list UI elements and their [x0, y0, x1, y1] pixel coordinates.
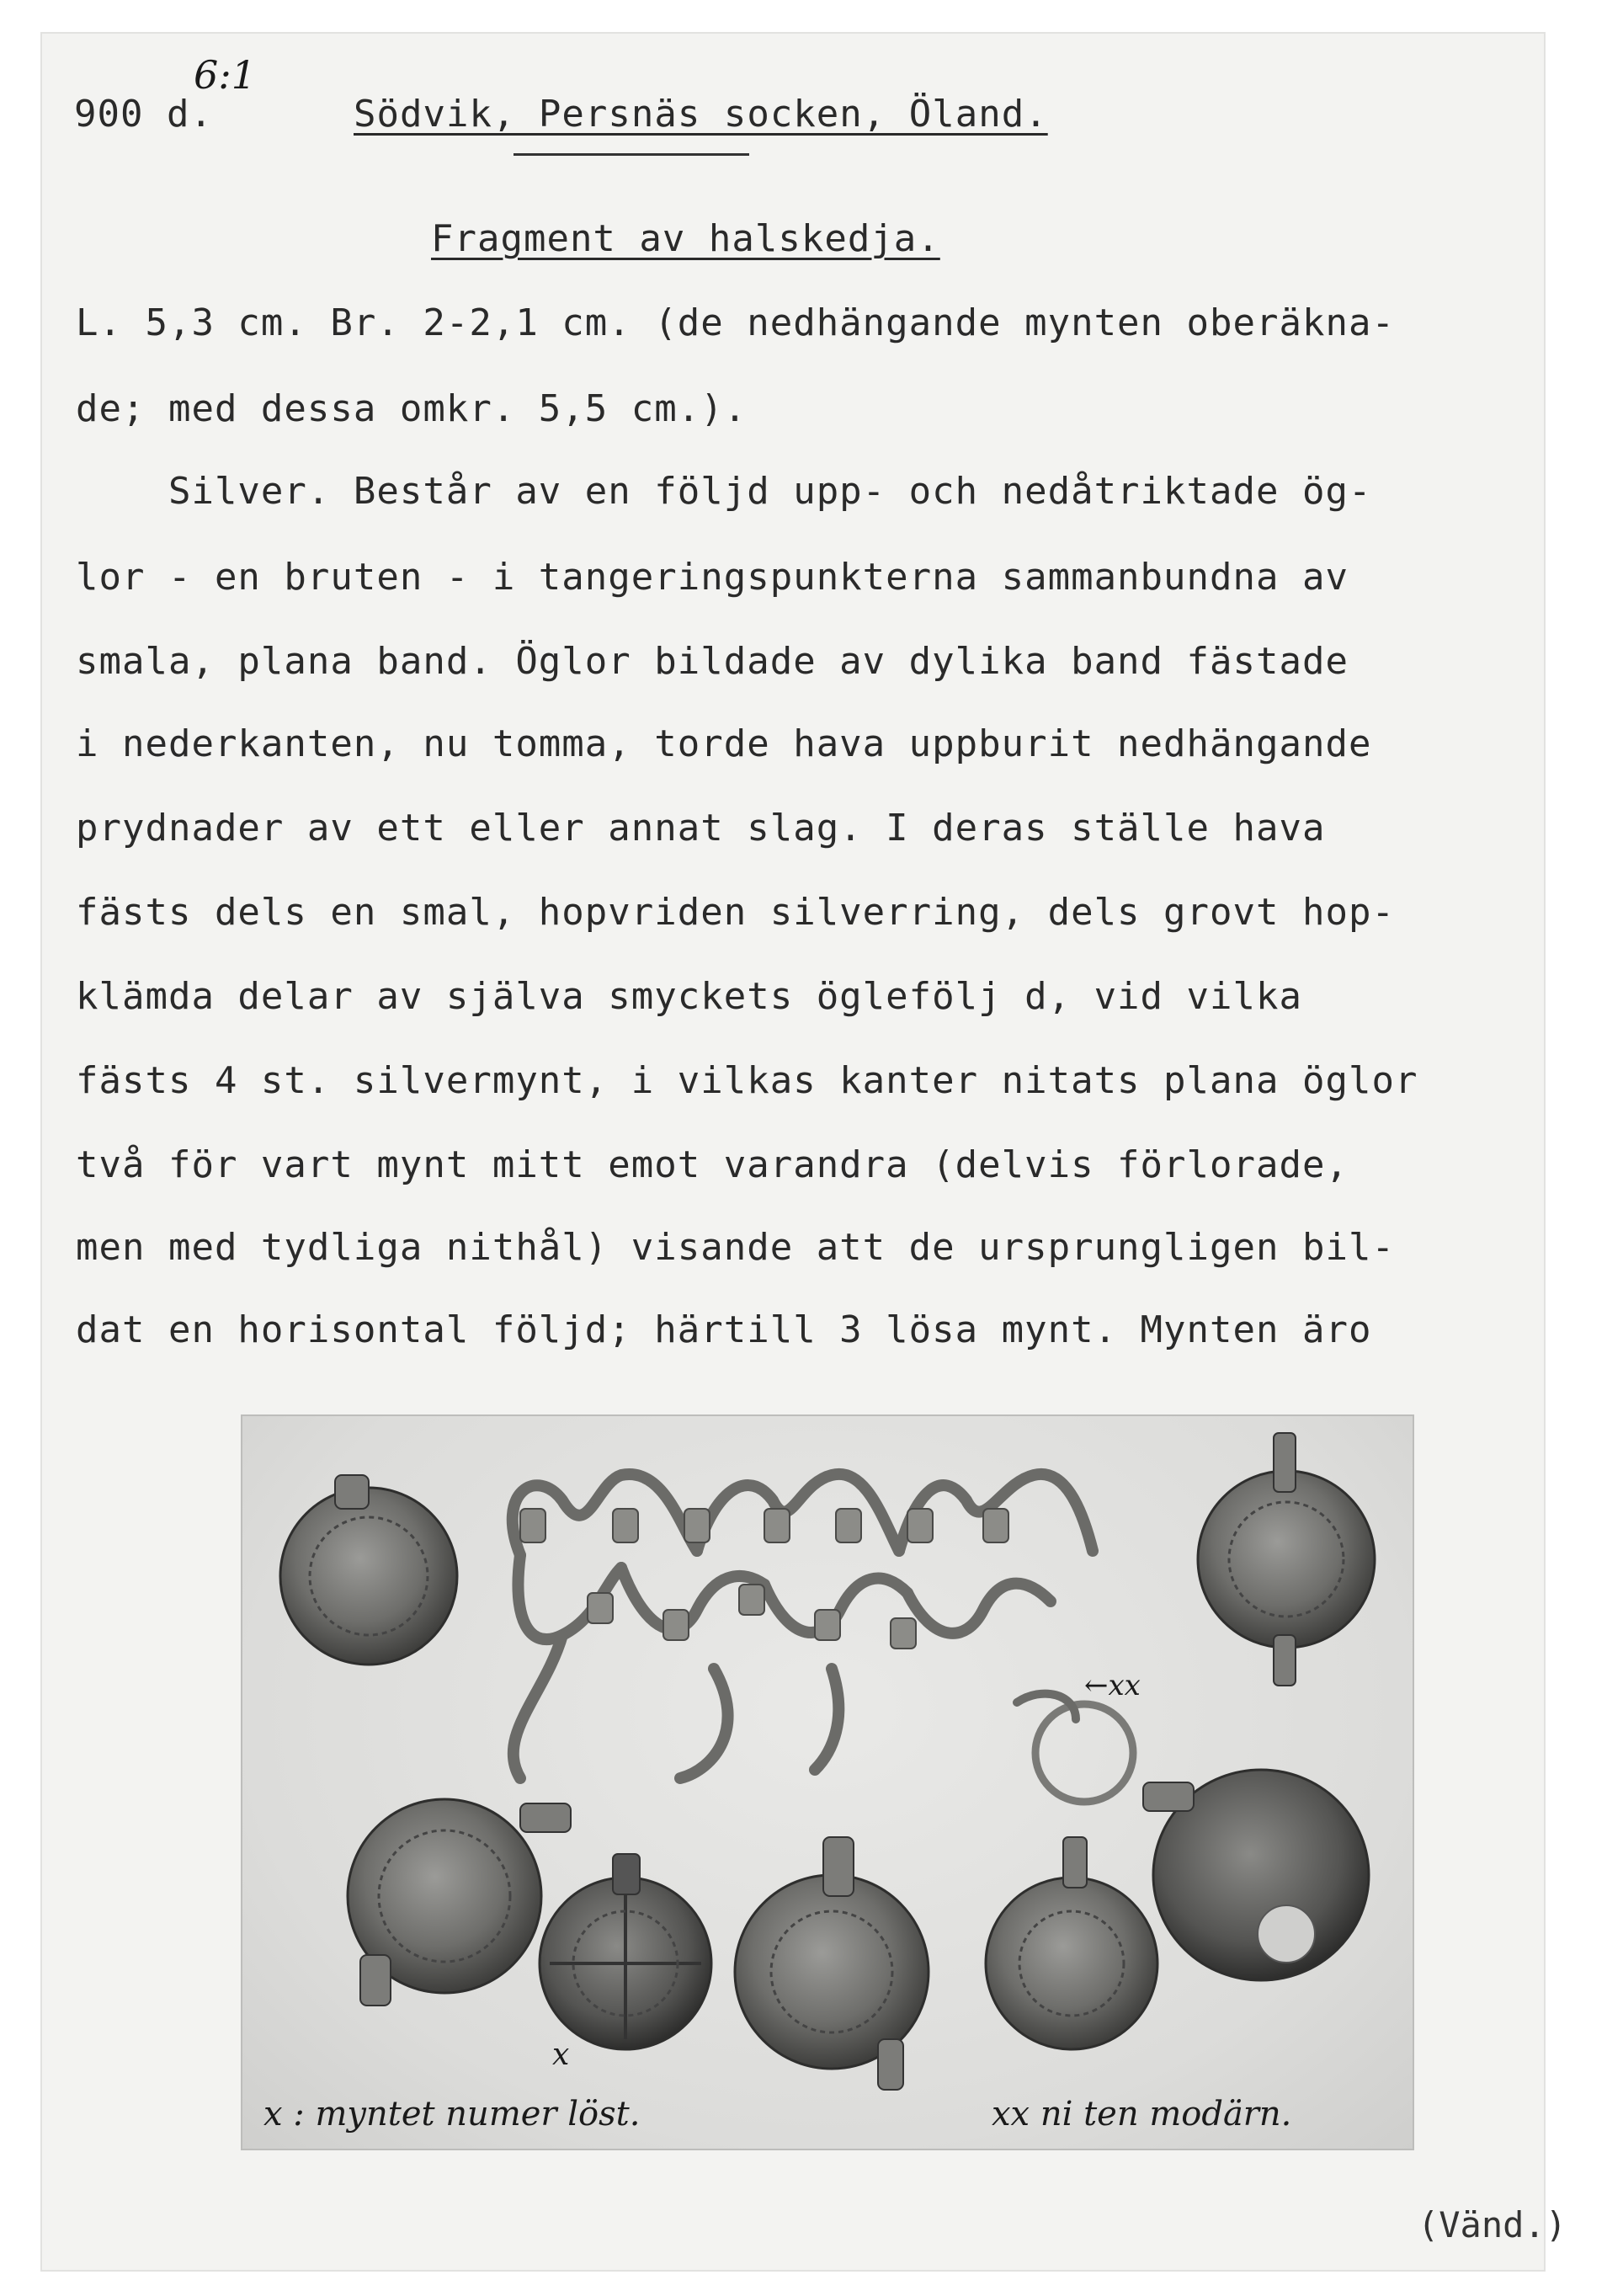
body-line-6: i nederkanten, nu tomma, torde hava uppburit nedhängande [76, 722, 1372, 765]
marker-x: x [552, 2038, 570, 2072]
body-line-1: L. 5,3 cm. Br. 2-2,1 cm. (de nedhängande mynten oberäkna- [76, 301, 1395, 344]
turn-over-note: (Vänd.) [1417, 2204, 1567, 2245]
silver-ring [1035, 1704, 1133, 1802]
caption-loose-coin: x : myntet numer löst. [263, 2095, 641, 2134]
body-line-3: Silver. Består av en följd upp- och nedåtriktade ög- [76, 470, 1372, 513]
coin-loose-x [540, 1854, 711, 2049]
coin-center [735, 1837, 929, 2090]
body-line-13: dat en horisontal följd; härtill 3 lösa mynt. Mynten äro [76, 1308, 1372, 1351]
coin-top-right [1198, 1433, 1375, 1686]
necklace-photograph [241, 1414, 1414, 2150]
body-line-8: fästs dels en smal, hopvriden silverring, dels grovt hop- [76, 891, 1395, 934]
body-line-10: fästs 4 st. silvermynt, i vilkas kanter nitats plana öglor [76, 1059, 1418, 1102]
handwritten-mark: 6:1 [194, 52, 257, 98]
necklace-illustration [242, 1416, 1413, 2149]
body-line-11: två för vart mynt mitt emot varandra (delvis förlorade, [76, 1143, 1349, 1186]
body-line-4: lor - en bruten - i tangeringspunkterna sammanbundna av [76, 556, 1349, 599]
body-line-9: klämda delar av själva smyckets öglefölj d, vid vilka [76, 975, 1302, 1018]
locality-heading: Södvik, Persnäs socken, Öland. [354, 93, 1048, 136]
coin-lower-right [986, 1837, 1157, 2049]
coin-middle-left [348, 1799, 571, 2006]
body-line-2: de; med dessa omkr. 5,5 cm.). [76, 387, 748, 430]
caption-modern-rivet: xx ni ten modärn. [992, 2095, 1292, 2134]
coin-far-right [1143, 1770, 1369, 1980]
body-line-12: men med tydliga nithål) visande att de ursprungligen bil- [76, 1226, 1395, 1269]
body-line-7: prydnader av ett eller annat slag. I deras ställe hava [76, 807, 1326, 850]
catalog-number: 900 d. [74, 93, 213, 136]
object-title: Fragment av halskedja. [431, 217, 940, 260]
coin-top-left [280, 1475, 457, 1665]
marker-xx-arrow: ←xx [1084, 1669, 1141, 1702]
body-line-5: smala, plana band. Öglor bildade av dylika band fästade [76, 640, 1349, 683]
locality-extra-underline [513, 153, 749, 156]
